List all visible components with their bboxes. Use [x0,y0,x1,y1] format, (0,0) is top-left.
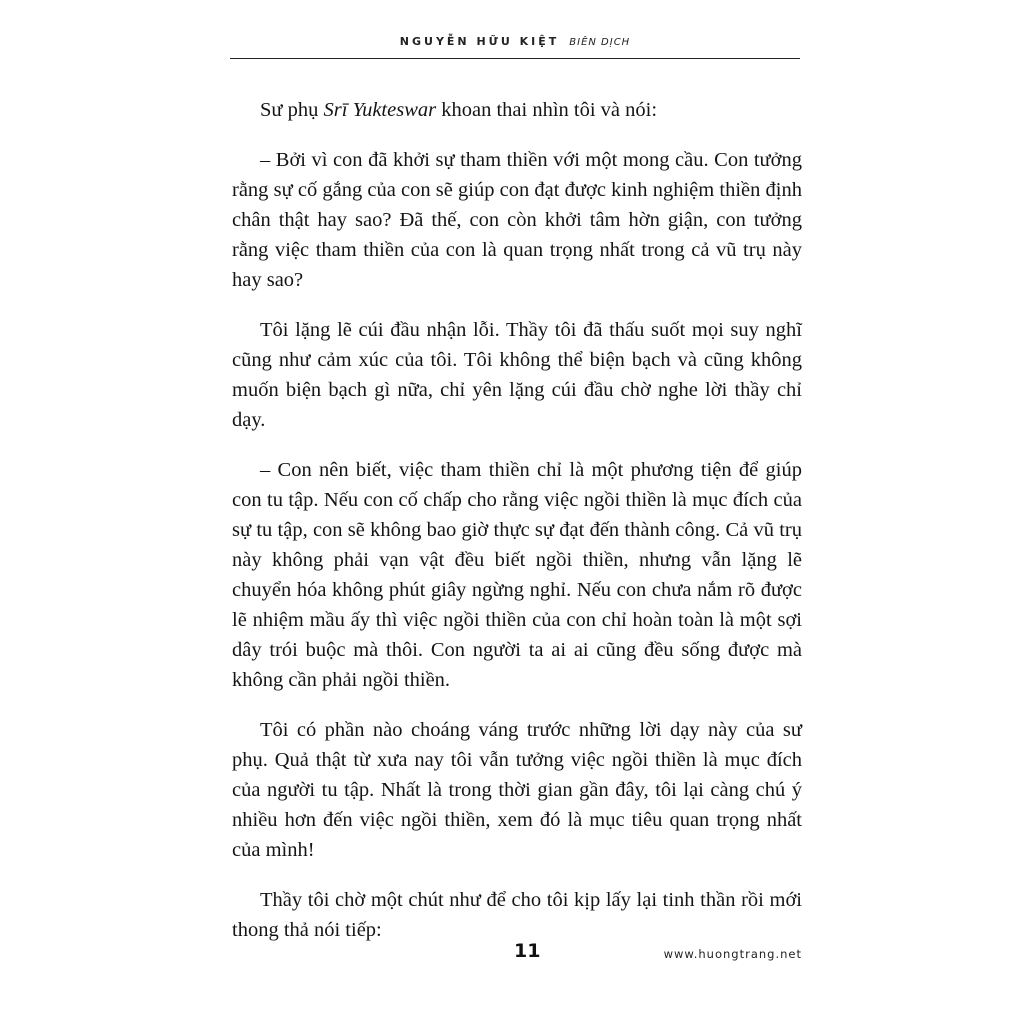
website-url: www.huongtrang.net [663,947,802,961]
running-header [230,32,800,59]
paragraph-2: – Bởi vì con đã khởi sự tham thiền với một mong cầu. Con tưởng rằng sự cố gắng của con sẽ giúp con đạt được kinh nghiệm thiền định chân thật hay sao? Đã thế, con còn khởi tâm hờn giận, con tưởng rằng việc tham thiền của con là quan trọng nhất trong cả vũ trụ này hay sao? [232,149,802,291]
paragraph-5: Tôi có phần nào choáng váng trước những lời dạy này của sư phụ. Quả thật từ xưa nay tôi vẫn tưởng việc ngồi thiền là mục đích của người tu tập. Nhất là trong thời gian gần đây, tôi lại càng chú ý nhiều hơn đến việc ngồi thiền, xem đó là mục tiêu quan trọng nhất của mình! [232,719,802,861]
paragraph-1-end: khoan thai nhìn tôi và nói: [436,99,658,121]
paragraph-4: – Con nên biết, việc tham thiền chỉ là một phương tiện để giúp con tu tập. Nếu con cố chấp cho rằng việc ngồi thiền là mục đích của sự tu tập, con sẽ không bao giờ thực sự đạt đến thành công. Cả vũ trụ này không phải vạn vật đều biết ngồi thiền, nhưng vẫn lặng lẽ chuyển hóa không phút giây ngừng nghỉ. Nếu con chưa nắm rõ được lẽ nhiệm mầu ấy thì việc ngồi thiền của con chỉ hoàn toàn là một sợi dây trói buộc mà thôi. Con người ta ai ai cũng đều sống được mà không cần phải ngồi thiền. [232,459,802,691]
header-author: NGUYỄN HỮU KIỆT [399,35,560,48]
header-role: BIÊN DỊCH [569,37,631,48]
page-footer [232,940,802,970]
paragraph-1 [232,95,802,125]
paragraph-6: Thầy tôi chờ một chút như để cho tôi kịp lấy lại tinh thần rồi mới thong thả nói tiếp: [232,889,802,941]
page-body [232,95,802,945]
paragraph-3: Tôi lặng lẽ cúi đầu nhận lỗi. Thầy tôi đã thấu suốt mọi suy nghĩ cũng như cảm xúc của tôi. Tôi không thể biện bạch và cũng không muốn biện bạch gì nữa, chỉ yên lặng cúi đầu chờ nghe lời thầy chỉ dạy. [232,319,802,431]
paragraph-1-start: Sư phụ [260,99,324,121]
master-name: Srī Yukteswar [323,99,437,121]
page-number: 11 [514,940,541,962]
